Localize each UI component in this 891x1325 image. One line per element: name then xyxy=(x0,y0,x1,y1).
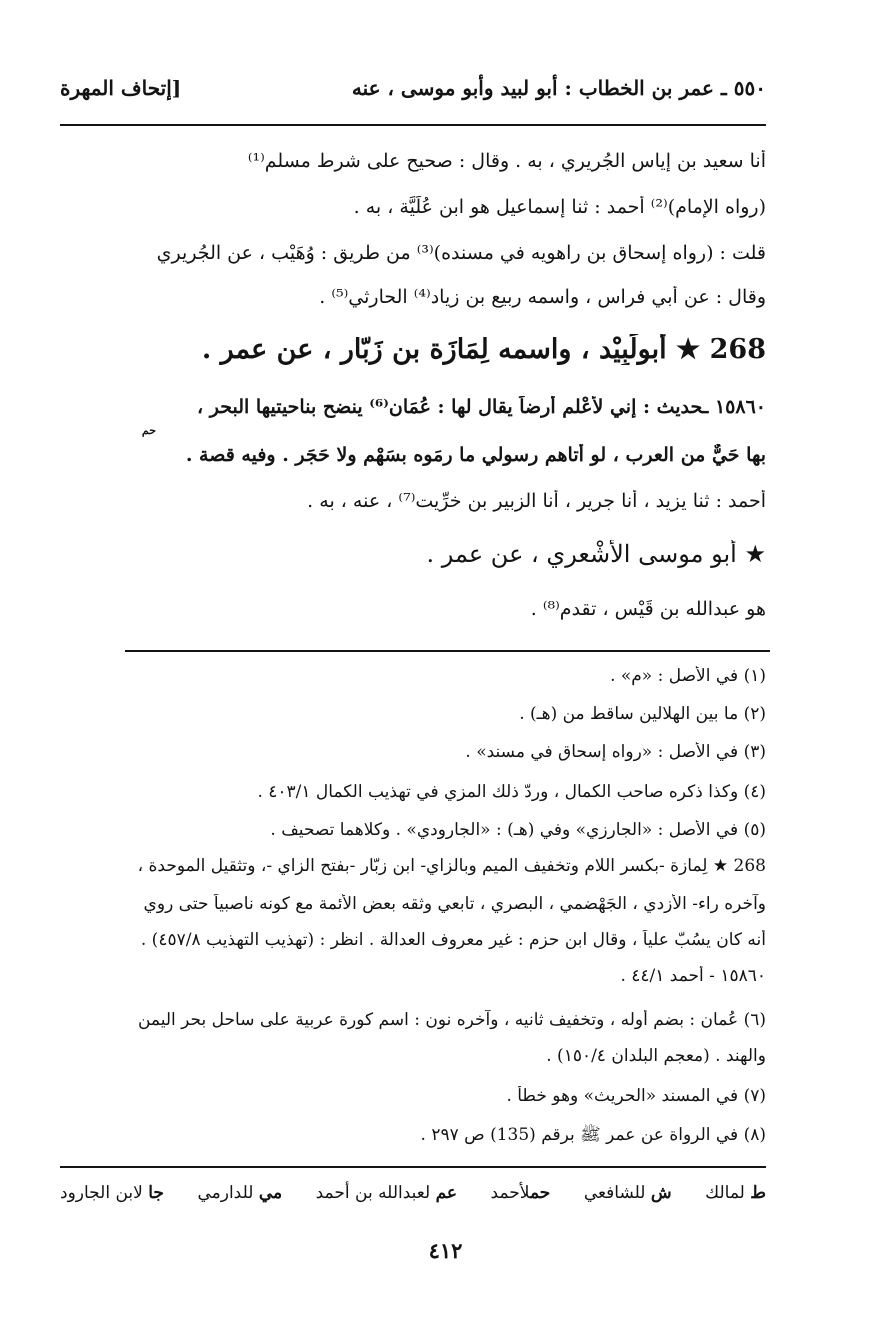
footnote: (٥) في الأصل : «الجارزي» وفي (هـ) : «الجارودي» . وكلاهما تصحيف . xyxy=(270,820,766,840)
hadith-line: ١٥٨٦٠ ـحديث : إني لأعْلم أرضاً يقال لها : عُمَان⁽⁶⁾ ينضح بناحيتيها البحر ، xyxy=(197,396,766,418)
footnote: والهند . (معجم البلدان ١٥٠/٤) . xyxy=(546,1046,766,1066)
footnote: ١٥٨٦٠ - أحمد ٤٤/١ . xyxy=(620,966,766,986)
symbols-rule xyxy=(60,1166,766,1168)
footnote: 268 ★ لِمازة -بكسر اللام وتخفيف الميم وبالزاي- ابن زبّار -بفتح الزاي -، وتثقيل الموحدة ، xyxy=(137,856,766,876)
footnote: أنه كان يسُبّ علياً ، وقال ابن حزم : غير معروف العدالة . انظر : (تهذيب التهذيب ٤٥٧/٨) . xyxy=(140,930,766,950)
symbol-entry: ش للشافعي xyxy=(583,1183,672,1203)
page-number: ٤١٢ xyxy=(428,1238,463,1263)
footnote: (١) في الأصل : «م» . xyxy=(610,666,766,686)
header-rule xyxy=(60,124,766,126)
isnad-line: أحمد : ثنا يزيد ، أنا جرير ، أنا الزبير بن خرِّيت⁽⁷⁾ ، عنه ، به . xyxy=(307,490,766,512)
narrator-heading: 268 ★ أبولَبِيْد ، واسمه لِمَازَة بن زَبّار ، عن عمر . xyxy=(201,334,766,365)
text-line: قلت : (رواه إسحاق بن راهويه في مسنده)⁽³⁾ من طريق : وُهَيْب ، عن الجُريري xyxy=(156,242,766,264)
hadith-line: بها حَيٌّ من العرب ، لو أتاهم رسولي ما رمَوه بسَهْم ولا حَجَر . وفيه قصة . xyxy=(185,444,766,466)
text-line: هو عبدالله بن قَيْس ، تقدم⁽⁸⁾ . xyxy=(530,598,766,620)
footnote: (٢) ما بين الهلالين ساقط من (هـ) . xyxy=(519,704,766,724)
header-book-title: [إتحاف المهرة xyxy=(60,76,182,100)
text-line: (رواه الإمام)⁽²⁾ أحمد : ثنا إسماعيل هو ابن عُلَيَّة ، به . xyxy=(353,196,766,218)
footnote-rule xyxy=(125,650,770,652)
footnote: (٧) في المسند «الحريث» وهو خطأ . xyxy=(506,1086,766,1106)
footnote: (٤) وكذا ذكره صاحب الكمال ، وردّ ذلك المزي في تهذيب الكمال ٤٠٣/١ . xyxy=(257,782,766,802)
symbol-entry: ط لمالك xyxy=(705,1183,766,1203)
header-title: ٥٥٠ ـ عمر بن الخطاب : أبو لبيد وأبو موسى ، عنه xyxy=(351,76,766,100)
symbol-entry: عم لعبدالله بن أحمد xyxy=(315,1183,458,1203)
symbol-entry: مي للدارمي xyxy=(197,1183,283,1203)
text-line: وقال : عن أبي فراس ، واسمه ربيع بن زياد⁽⁴⁾ الحارثي⁽⁵⁾ . xyxy=(319,286,766,308)
source-marker: حم xyxy=(141,424,156,437)
symbol-entry: جا لابن الجارود xyxy=(60,1183,164,1203)
source-symbols-legend xyxy=(60,1183,766,1203)
footnote: (٣) في الأصل : «رواه إسحاق في مسند» . xyxy=(465,742,766,762)
symbol-entry: حملأحمد xyxy=(490,1183,551,1203)
text-line: أنا سعيد بن إياس الجُريري ، به . وقال : صحيح على شرط مسلم⁽¹⁾ xyxy=(247,150,766,172)
footnote: (٨) في الرواة عن عمر ﷺ برقم (135) ص ٢٩٧ . xyxy=(420,1125,766,1145)
footnote: (٦) عُمان : بضم أوله ، وتخفيف ثانيه ، وآخره نون : اسم كورة عربية على ساحل بحر اليمن xyxy=(137,1010,766,1030)
running-header xyxy=(60,76,766,110)
footnote: وآخره راء- الأزدي ، الجَهْضمي ، البصري ، تابعي وثقه بعض الأئمة مع كونه ناصبياً حتى روي xyxy=(143,894,766,914)
narrator-heading: ★ أبو موسى الأَشْعري ، عن عمر . xyxy=(426,540,766,568)
